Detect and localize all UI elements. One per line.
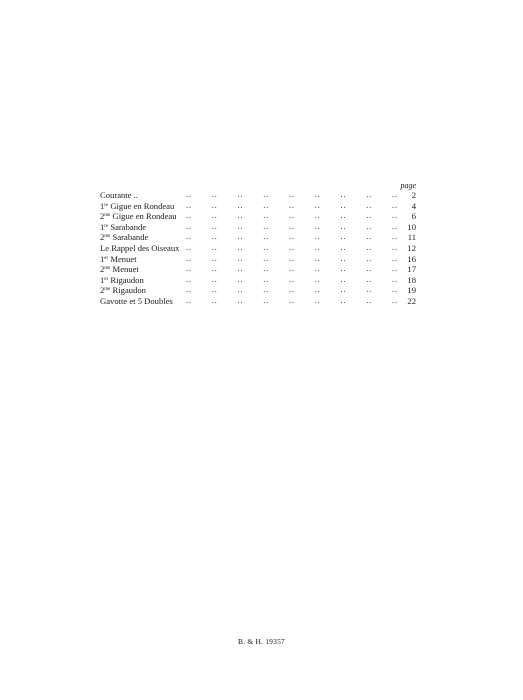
plate-number: B. & H. 19357	[238, 637, 285, 646]
toc-entry-title	[100, 296, 176, 307]
toc-entry-title	[100, 201, 177, 212]
toc-entries	[100, 190, 418, 307]
toc-entry-title	[100, 190, 141, 201]
toc-entry	[100, 275, 418, 286]
toc-entry-label: Courante ..	[100, 190, 138, 200]
toc-entry-label: Rigaudon	[110, 285, 146, 296]
toc-entry	[100, 211, 418, 222]
toc-entry-label: Menuet	[108, 253, 137, 264]
dot-leaders: .. .. .. .. .. .. .. .. ..	[186, 232, 398, 242]
toc-entry	[100, 285, 418, 296]
dot-leaders: .. .. .. .. .. .. .. .. ..	[186, 295, 398, 305]
toc-entry-title	[100, 232, 151, 243]
toc-entry-ordinal: 1re	[100, 221, 109, 232]
toc-entry-label: Sarabande	[110, 232, 149, 243]
toc-entry-page: 6	[411, 211, 416, 222]
toc-entry-title	[100, 222, 149, 233]
toc-entry-label: Le Rappel des Oiseaux	[100, 242, 180, 253]
toc-entry-page: 19	[407, 285, 416, 296]
toc-entry-page: 18	[407, 274, 416, 285]
toc-entry-title	[100, 211, 180, 222]
toc-entry	[100, 190, 418, 201]
toc-entry-ordinal: $2^{me}$	[100, 232, 111, 243]
toc-entry-title	[100, 264, 142, 275]
toc-entry	[100, 264, 418, 275]
table-of-contents	[100, 181, 418, 307]
dot-leaders: .. .. .. .. .. .. .. .. ..	[186, 253, 398, 263]
dot-leaders: .. .. .. .. .. .. .. .. ..	[186, 242, 398, 252]
toc-entry-page: 17	[407, 264, 416, 275]
toc-entry-page: 11	[407, 232, 416, 243]
toc-entry-page: 2	[411, 190, 416, 200]
toc-entry-page: 4	[411, 200, 416, 211]
dot-leaders: .. .. .. .. .. .. .. .. ..	[186, 264, 398, 274]
toc-entry	[100, 232, 418, 243]
toc-entry	[100, 296, 418, 307]
dot-leaders: .. .. .. .. .. .. .. .. ..	[186, 221, 398, 231]
toc-entry-ordinal: 1er	[100, 253, 109, 264]
toc-entry-ordinal: $2^{me}$	[100, 285, 111, 296]
toc-entry-ordinal: $2^{me}$	[100, 264, 111, 275]
toc-entry-page: 16	[407, 253, 416, 264]
toc-entry-page: 10	[407, 221, 416, 232]
dot-leaders: .. .. .. .. .. .. .. .. ..	[186, 274, 398, 284]
toc-entry-title	[100, 254, 140, 265]
toc-entry-page: 22	[407, 295, 416, 306]
toc-entry-ordinal: 1re	[100, 200, 109, 211]
toc-entry-title	[100, 275, 147, 286]
dot-leaders: .. .. .. .. .. .. .. .. ..	[186, 211, 398, 221]
page-column-header: page	[400, 181, 416, 190]
toc-entry-label: Menuet	[110, 264, 139, 275]
toc-entry-ordinal: $2^{me}$	[100, 211, 111, 222]
dot-leaders: .. .. .. .. .. .. .. .. ..	[186, 190, 398, 199]
toc-entry-page: 12	[407, 242, 416, 253]
toc-entry-title	[100, 285, 149, 296]
dot-leaders: .. .. .. .. .. .. .. .. ..	[186, 200, 398, 210]
toc-entry-label: Rigaudon	[108, 274, 144, 285]
toc-entry-label: Sarabande	[108, 221, 147, 232]
toc-entry	[100, 222, 418, 233]
toc-entry-label: Gigue en Rondeau	[110, 211, 177, 222]
toc-entry-ordinal: 1er	[100, 274, 109, 285]
toc-entry-label: Gavotte et 5 Doubles	[100, 295, 173, 306]
dot-leaders: .. .. .. .. .. .. .. .. ..	[186, 285, 398, 295]
toc-entry	[100, 254, 418, 265]
toc-entry	[100, 201, 418, 212]
toc-entry-label: Gigue en Rondeau	[108, 200, 175, 211]
toc-entry-title	[100, 243, 182, 254]
toc-entry	[100, 243, 418, 254]
